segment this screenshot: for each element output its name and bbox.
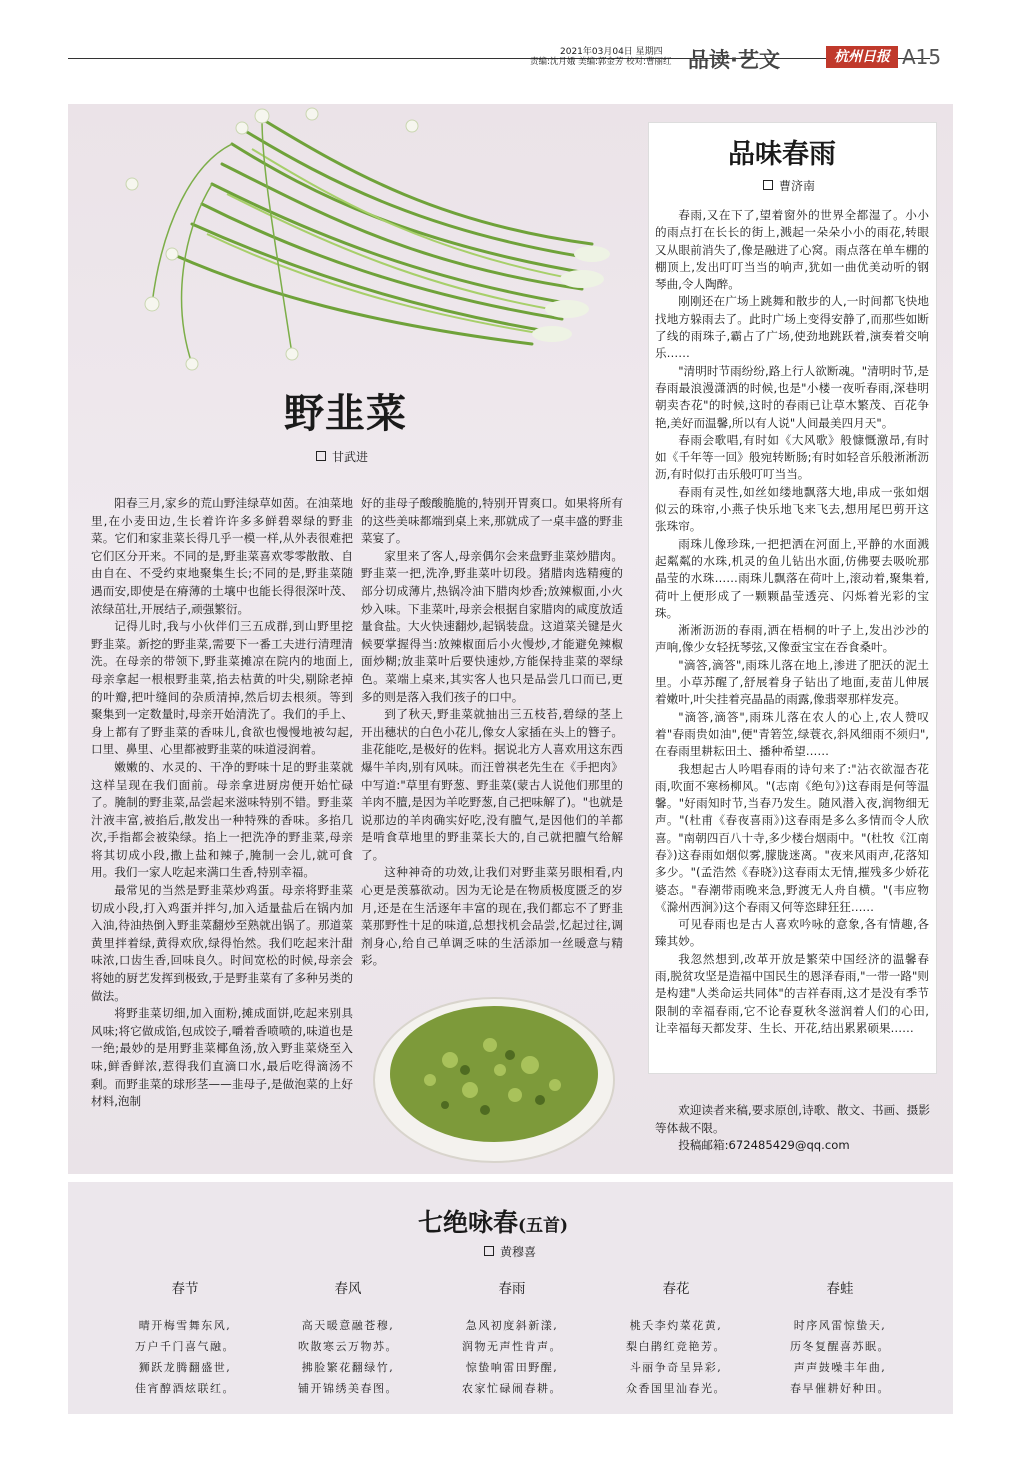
poem-line: 梨白鹃红竞艳芳。 [626, 1340, 726, 1353]
poem-chunhua [606, 1277, 746, 1399]
header-rule [68, 58, 930, 59]
wild-chive-photo [112, 104, 612, 376]
submission-text: 欢迎读者来稿,要求原创,诗歌、散文、书画、摄影等体裁不限。 [655, 1103, 930, 1135]
poem-line: 众香国里汕春光。 [626, 1382, 726, 1395]
poem-line: 狮跃龙腾翻盛世, [138, 1361, 232, 1374]
paragraph: 好的韭母子酸酸脆脆的,特别开胃爽口。如果将所有的这些美味都端到桌上来,那就成了一桌丰盛的野韭菜宴了。 [361, 496, 623, 546]
paragraph: 阳春三月,家乡的荒山野洼绿草如茵。在油菜地里,在小麦田边,生长着许许多多鲜碧翠绿的野韭菜。它们和家韭菜长得几乎一模一样,从外表很难把它们区分开来。不同的是,野韭菜喜欢零零散散、自由自在、不受约束地聚集生长;不同的是,野韭菜随遇而安,即使是在瘠薄的土壤中也能长得很深叶茂、浓绿茁壮,开展结子,顽强繁衍。 [91, 496, 353, 616]
paragraph: 春雨,又在下了,望着窗外的世界全都湿了。小小的雨点打在长长的街上,溅起一朵朵小小的雨花,转眼又从眼前消失了,像是融进了心窝。雨点落在单车棚的棚顶上,发出叮叮当当的响声,犹如一曲优美动听的钢琴曲,令人陶醉。 [655, 208, 929, 292]
page-number: A15 [902, 45, 942, 69]
author-box-icon [484, 1246, 494, 1256]
poem-line: 春早催耕好种田。 [790, 1382, 890, 1395]
paragraph: 最常见的当然是野韭菜炒鸡蛋。母亲将野韭菜切成小段,打入鸡蛋并拌匀,加入适量盐后在锅内加入油,待油热倒入野韭菜翻炒至熟就出锅了。那道菜黄里拌着绿,黄得欢欣,绿得怡然。我们吃起来汁甜味浓,口齿生香,回味良久。时间宽松的时候,母亲会将她的厨艺发挥到极致,于是野韭菜有了多种另类的做法。 [91, 883, 353, 1003]
poem-line: 惊蛰响雷田野醒, [465, 1361, 559, 1374]
newspaper-logo: 杭州日报 [826, 46, 898, 68]
paragraph: 到了秋天,野韭菜就抽出三五枝苔,碧绿的茎上开出穗状的白色小花儿,像女人家插在头上的簪子。韭花能吃,是极好的佐料。据说北方人喜欢用这东西爆牛羊肉,别有风味。而汪曾祺老先生在《手把肉》中写道:"草里有野葱、野韭菜(蒙古人说他们那里的羊肉不膻,是因为羊吃野葱,自己把味解了)。"也就是说那边的羊肉确实好吃,没有膻气,是因他们的羊都是啃食草地里的野韭菜长大的,自己就把膻气给解了。 [361, 707, 623, 862]
paragraph: 春雨有灵性,如丝如缕地飘落大地,串成一张如烟似云的珠帘,小燕子快乐地飞来飞去,想用尾巴剪开这张珠帘。 [655, 484, 929, 534]
poem-section-title: 七绝咏春(五首) [418, 1208, 569, 1237]
poem-chunyu [442, 1277, 582, 1399]
paragraph: 我想起古人吟唱春雨的诗句来了:"沾衣欲湿杏花雨,吹面不寒杨柳风。"(志南《绝句》)这春雨是何等温馨。"好雨知时节,当春乃发生。随风潜入夜,润物细无声。"(杜甫《春夜喜雨》)这春雨是多么多情而令人欣喜。"南朝四百八十寺,多少楼台烟雨中。"(杜牧《江南春》)这春雨如烟似雾,朦胧迷离。"夜来风雨声,花落知多少。"(孟浩然《春晓》)这春雨太无情,摧残多少娇花婆态。"春潮带雨晚来急,野渡无人舟自横。"(韦应物《滁州西涧》)这个春雨又何等恣肆狂狂…… [655, 761, 929, 914]
poem-author: 黄穆喜 [484, 1243, 536, 1260]
poem-chunwa [770, 1277, 910, 1399]
poem-line: 晴开梅雪舞东风, [138, 1319, 232, 1332]
poem-chunfeng [278, 1277, 418, 1399]
poem-title: 春蛙 [826, 1281, 854, 1297]
paragraph: 淅淅沥沥的春雨,洒在梧桐的叶子上,发出沙沙的声响,像少女轻抚琴弦,又像蚕宝宝在吞食桑叶。 [655, 623, 929, 655]
poem-line: 声声鼓噪丰年曲, [793, 1361, 887, 1374]
article-author-pinwei: 曹济南 [763, 177, 815, 194]
poem-line: 铺开锦绣美春图。 [298, 1382, 398, 1395]
paragraph: 这种神奇的功效,让我们对野韭菜另眼相看,内心更是羡慕欲动。因为无论是在物质极度匮乏的岁月,还是在生活逐年丰富的现在,我们都忘不了野韭菜那野性十足的味道,总想找机会品尝,忆起过往,调剂身心,给自己单调乏味的生活添加一丝暖意与精彩。 [361, 865, 623, 968]
article-body-column-2 [361, 495, 623, 970]
issue-date: 2021年03月04日 星期四 [560, 47, 663, 57]
paragraph: 刚刚还在广场上跳舞和散步的人,一时间都飞快地找地方躲雨去了。此时广场上变得安静了,而那些如断了线的雨珠子,霸占了广场,使劲地跳跃着,演奏着交响乐…… [655, 294, 929, 361]
poem-title: 春风 [334, 1281, 362, 1297]
article-author-yejiucai: 甘武进 [316, 448, 368, 465]
poem-line: 润物无声性肯声。 [462, 1340, 562, 1353]
poem-line: 斗丽争奇呈异彩, [629, 1361, 723, 1374]
paragraph: 嫩嫩的、水灵的、干净的野味十足的野韭菜就这样呈现在我们面前。母亲拿进厨房便开始忙碌了。腌制的野韭菜,品尝起来滋味特别不错。野韭菜汁液丰富,被掐后,散发出一种特殊的香味。多掐几次,手指都会被染绿。掐上一把洗净的野韭菜,母亲将其切成小段,撒上盐和辣子,腌制一会儿,就可食用。我们一家人吃起来满口生香,特别幸福。 [91, 759, 353, 880]
article-body-pinwei [655, 207, 929, 1037]
poem-line: 桃夭李灼菜花黄, [629, 1319, 723, 1332]
article-title-pinwei: 品味春雨 [728, 139, 836, 170]
paragraph: 我忽然想到,改革开放是繁荣中国经济的温馨春雨,脱贫攻坚是造福中国民生的恩泽春雨,"一带一路"则是构建"人类命运共同体"的吉祥春雨,这才是没有季节限制的幸福春雨,它不论春夏秋冬滋润着人们的心田,让幸福每天都发芽、生长、开花,结出累累硕果…… [655, 951, 929, 1035]
poem-line: 农家忙碌闹春耕。 [462, 1382, 562, 1395]
paragraph: "清明时节雨纷纷,路上行人欲断魂。"清明时节,是春雨最浪漫潇洒的时候,也是"小楼一夜听春雨,深巷明朝卖杏花"的时候,这时的春雨已让草木繁茂、百花争艳,美好而温馨,所以有人说"人间最美四月天"。 [655, 363, 929, 430]
editor-credits: 责编:沈月娥 美编:郭金芳 校对:曹丽红 [530, 57, 672, 67]
chive-dish-photo [370, 990, 618, 1165]
submission-note [655, 1102, 930, 1155]
paragraph: "滴答,滴答",雨珠儿落在农人的心上,农人赞叹着"春雨贵如油",便"青箬笠,绿蓑衣,斜风细雨不须归",在春雨里耕耘田土、播种希望…… [655, 709, 929, 759]
poem-line: 高天暖意融苍穆, [301, 1319, 395, 1332]
poem-title: 春节 [171, 1281, 199, 1297]
paragraph: 可见春雨也是古人喜欢吟咏的意象,各有情趣,各臻其妙。 [655, 917, 929, 949]
submission-email: 投稿邮箱:672485429@qq.com [678, 1138, 850, 1153]
author-box-icon [763, 180, 773, 190]
poem-title: 春花 [662, 1281, 690, 1297]
poem-line: 拂脸繁花翻绿竹, [301, 1361, 395, 1374]
poem-line: 急风初度斜新漾, [465, 1319, 559, 1332]
author-box-icon [316, 451, 326, 461]
poem-line: 吹散寒云万物苏。 [298, 1340, 398, 1353]
poem-line: 历冬复醒喜苏眠。 [790, 1340, 890, 1353]
article-body-column-1 [91, 495, 353, 1111]
poem-title: 春雨 [498, 1281, 526, 1297]
article-title-yejiucai: 野韭菜 [284, 390, 407, 437]
poem-line: 佳宵醇酒炫联红。 [135, 1382, 235, 1395]
paragraph: 雨珠儿像珍珠,一把把洒在河面上,平静的水面溅起粼粼的水珠,机灵的鱼儿钻出水面,仿佛要去吸吮那晶莹的水珠……雨珠儿飘落在荷叶上,滚动着,聚集着,荷叶上便形成了一颗颗晶莹透亮、闪烁着光彩的宝珠。 [655, 536, 929, 620]
poem-line: 万户千门喜气融。 [135, 1340, 235, 1353]
paragraph: 家里来了客人,母亲偶尔会来盘野韭菜炒腊肉。野韭菜一把,洗净,野韭菜叶切段。猪腊肉选精瘦的部分切成薄片,热锅冷油下腊肉炒香;放辣椒面,小火炒入味。下韭菜叶,母亲会根据自家腊肉的咸度放适量食盐。大火快速翻炒,起锅装盘。这道菜关键是火候要掌握得当:放辣椒面后小火慢炒,才能避免辣椒面炒糊;放韭菜叶后要快速炒,方能保持韭菜的翠绿色。菜端上桌来,其实客人也只是品尝几口而已,更多的则是落入我们孩子的口中。 [361, 548, 623, 704]
paragraph: "滴答,滴答",雨珠儿落在地上,渗进了肥沃的泥土里。小草苏醒了,舒展着身子钻出了地面,麦苗儿伸展着嫩叶,叶尖挂着亮晶晶的雨露,像翡翠那样发亮。 [655, 657, 929, 707]
poem-line: 时序风雷惊蛰天, [793, 1319, 887, 1332]
section-title: 品读·艺文 [688, 48, 780, 72]
poem-chunjie [115, 1277, 255, 1399]
paragraph: 将野韭菜切细,加入面粉,摊成面饼,吃起来别具风味;将它做成馅,包成饺子,嚼着香喷喷的,味道也是一绝;最妙的是用野韭菜椰鱼汤,放入野韭菜烧至入味,鲜香鲜浓,惹得我们直滴口水,最后吃得滴汤不剩。而野韭菜的球形茎——韭母子,是做泡菜的上好材料,泡制 [91, 1006, 353, 1109]
paragraph: 记得儿时,我与小伙伴们三五成群,到山野里挖野韭菜。新挖的野韭菜,需要下一番工夫进行清理清洗。在母亲的带领下,野韭菜摊凉在院内的地面上,母亲拿起一根根野韭菜,掐去枯黄的叶尖,剔除老掉的叶瓣,把叶缝间的杂质清掉,然后切去根须。等到聚集到一定数量时,母亲开始清洗了。我们的手上、身上都有了野韭菜的香味儿,食欲也慢慢地被勾起,口里、鼻里、心里都被野韭菜的味道浸润着。 [91, 619, 353, 757]
paragraph: 春雨会歌唱,有时如《大风歌》般慷慨激昂,有时如《千年等一回》般宛转断肠;有时如轻音乐般淅淅沥沥,有时似打击乐般叮叮当当。 [655, 432, 929, 482]
